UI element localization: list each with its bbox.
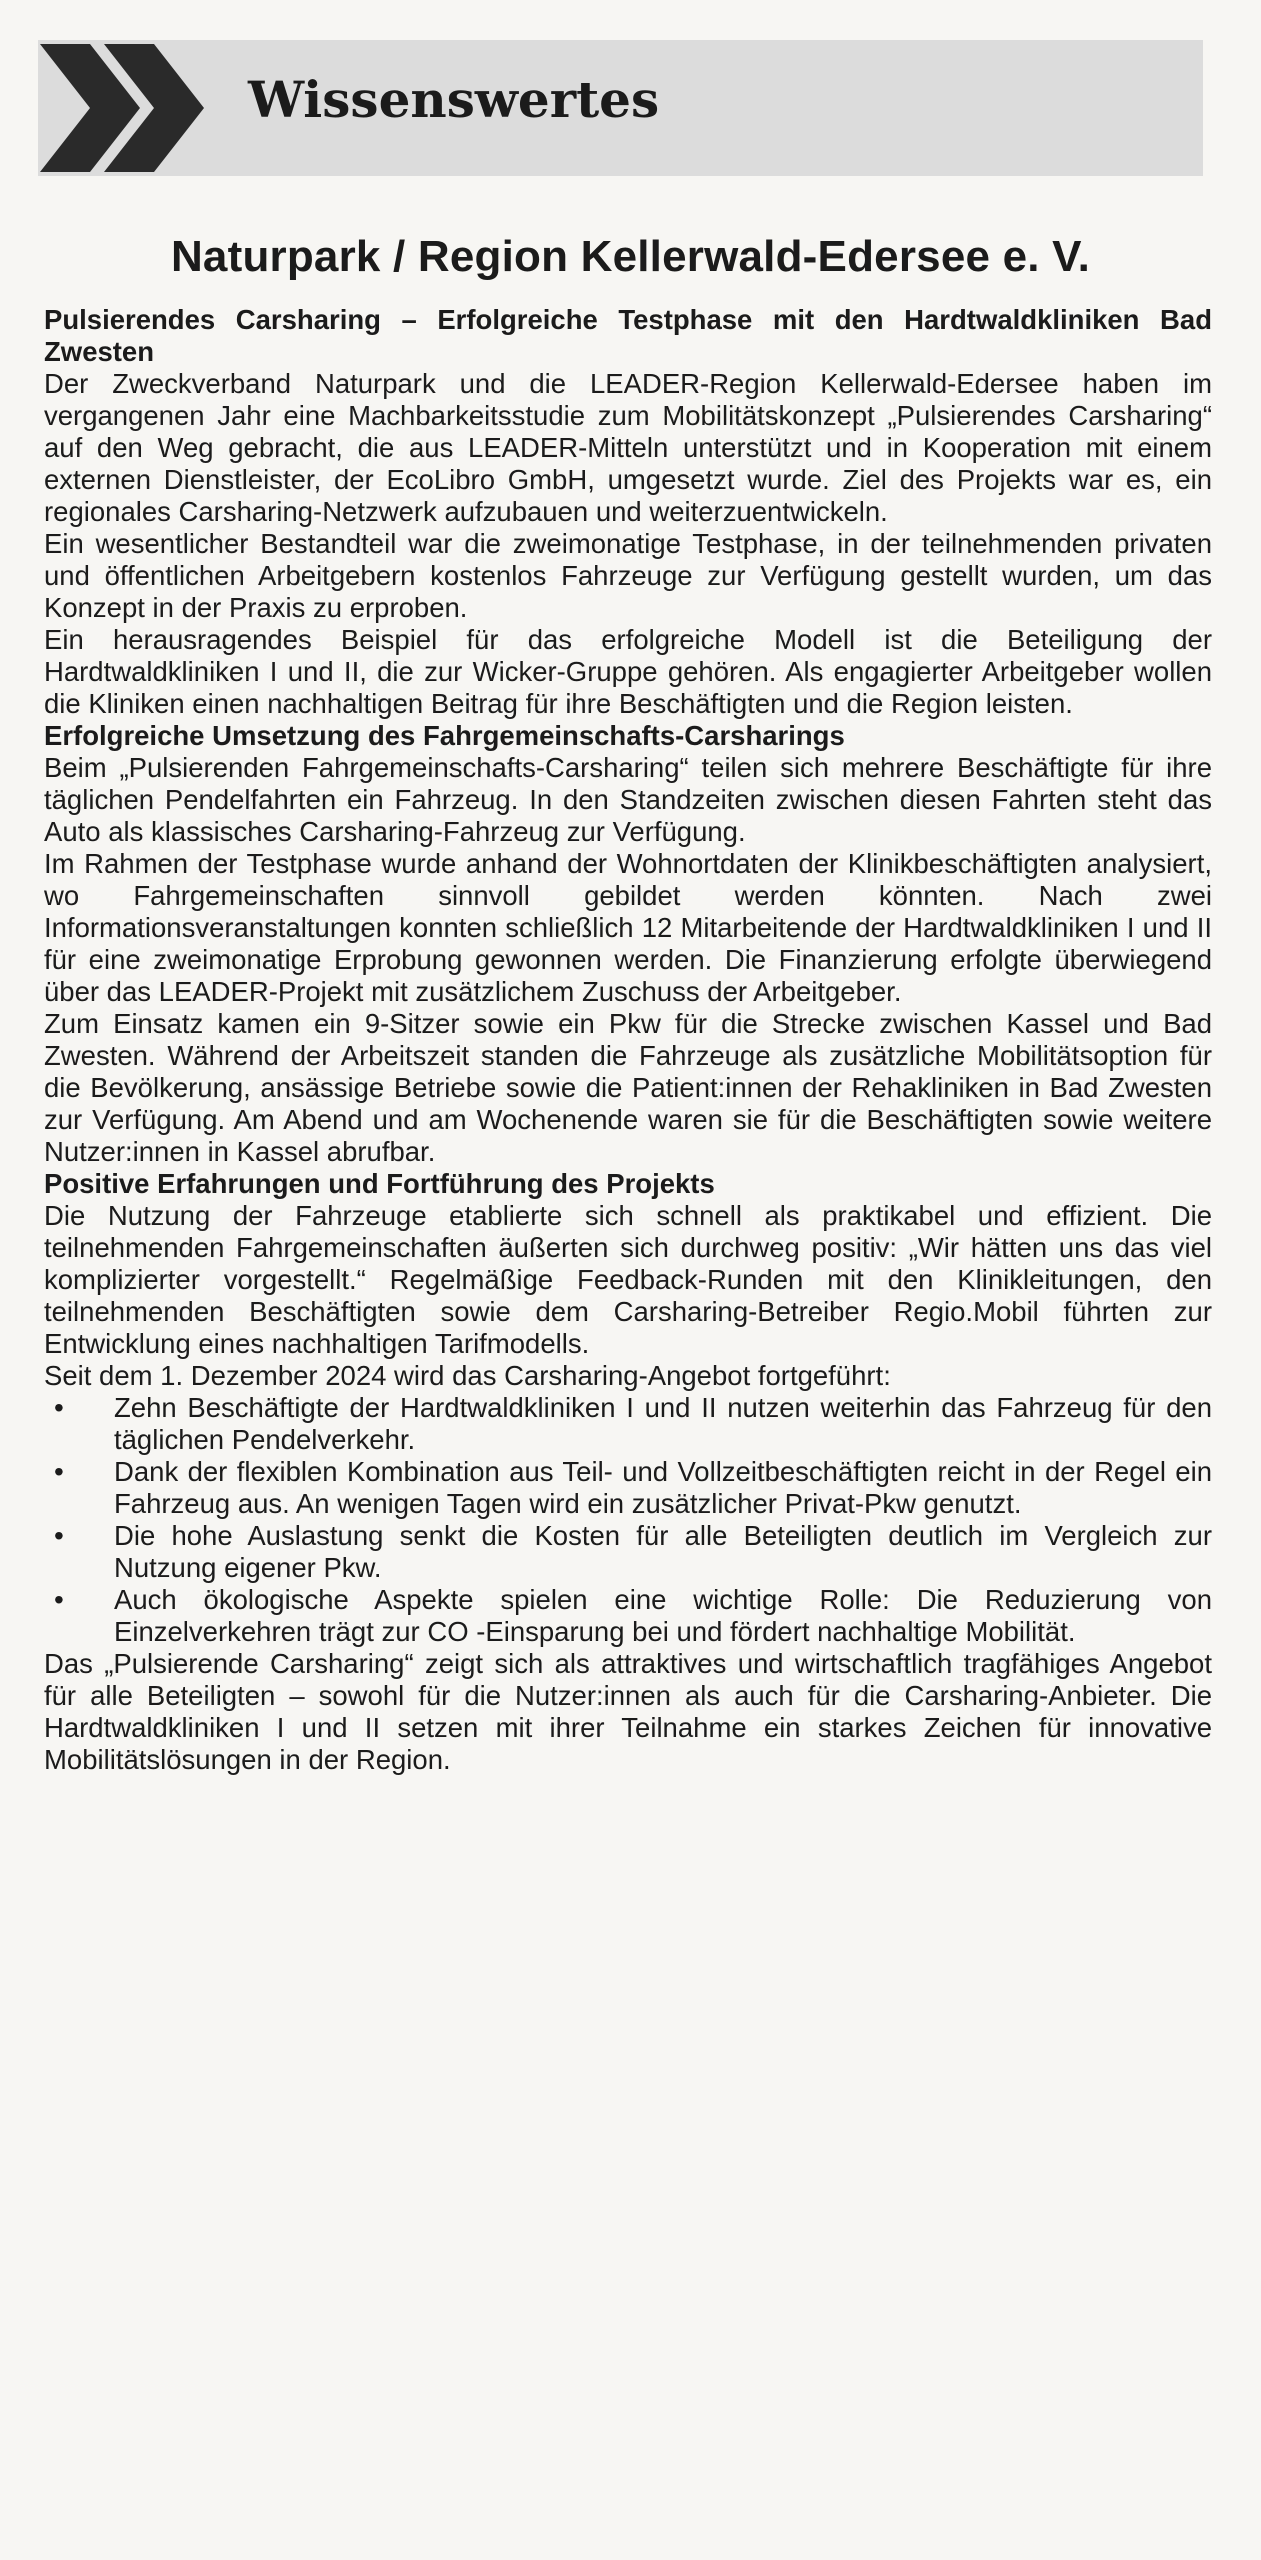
list-item bbox=[44, 1584, 1212, 1648]
paragraph: Das „Pulsierende Carsharing“ zeigt sich als attraktives und wirtschaftlich tragfähiges Angebot für alle Beteiligten – sowohl für die Nutzer:innen als auch für die Carsharing-Anbieter. Die Hardtwaldkliniken I und II setzen mit ihrer Teilnahme ein starkes Zeichen für innovative Mobilitätslösungen in der Region. bbox=[44, 1648, 1212, 1775]
list-item-text: Zehn Beschäftigte der Hardtwaldkliniken I und II nutzen weiterhin das Fahrzeug für den täglichen Pendelverkehr. bbox=[114, 1392, 1212, 1455]
paragraph: Beim „Pulsierenden Fahrgemeinschafts-Carsharing“ teilen sich mehrere Beschäftigte für ihre täglichen Pendelfahrten ein Fahrzeug. In den Standzeiten zwischen diesen Fahrten steht das Auto als klassisches Carsharing-Fahrzeug zur Verfügung. bbox=[44, 752, 1212, 847]
paragraph: Zum Einsatz kamen ein 9-Sitzer sowie ein Pkw für die Strecke zwischen Kassel und Bad Zwesten. Während der Arbeitszeit standen die Fahrzeuge als zusätzliche Mobilitätsoption für die Bevölkerung, ansässige Betriebe sowie die Patient:innen der Rehakliniken in Bad Zwesten zur Verfügung. Am Abend und am Wochenende waren sie für die Beschäftigten sowie weitere Nutzer:innen in Kassel abrufbar. bbox=[44, 1008, 1212, 1167]
list-item-text: Dank der flexiblen Kombination aus Teil- und Vollzeitbeschäftigten reicht in der Regel ein Fahrzeug aus. An wenigen Tagen wird ein zusätzlicher Privat-Pkw genutzt. bbox=[114, 1456, 1212, 1519]
paragraph: Ein wesentlicher Bestandteil war die zweimonatige Testphase, in der teilnehmenden privaten und öffentlichen Arbeitgebern kostenlos Fahrzeuge zur Verfügung gestellt wurden, um das Konzept in der Praxis zu erproben. bbox=[44, 528, 1212, 623]
subheading: Positive Erfahrungen und Fortführung des Projekts bbox=[44, 1168, 715, 1199]
bullet-icon: • bbox=[54, 1520, 64, 1551]
paragraph: Seit dem 1. Dezember 2024 wird das Carsharing-Angebot fortgeführt: bbox=[44, 1360, 891, 1391]
list-item-text: Die hohe Auslastung senkt die Kosten für alle Beteiligten deutlich im Vergleich zur Nutzung eigener Pkw. bbox=[114, 1520, 1212, 1583]
section-label: Wissenswertes bbox=[248, 70, 660, 129]
paragraph: Im Rahmen der Testphase wurde anhand der Wohnortdaten der Klinikbeschäftigten analysiert, wo Fahrgemeinschaften sinnvoll gebildet werden könnten. Nach zwei Informationsveranstaltungen konnten schließlich 12 Mitarbeitende der Hardtwaldkliniken I und II für eine zweimonatige Erprobung gewonnen werden. Die Finanzierung erfolgte überwiegend über das LEADER-Projekt mit zusätzlichem Zuschuss der Arbeitgeber. bbox=[44, 848, 1212, 1007]
list-item bbox=[44, 1520, 1212, 1584]
list-item bbox=[44, 1456, 1212, 1520]
article-body bbox=[44, 304, 1212, 1776]
paragraph: Der Zweckverband Naturpark und die LEADER-Region Kellerwald-Edersee haben im vergangenen Jahr eine Machbarkeitsstudie zum Mobilitätskonzept „Pulsierendes Carsharing“ auf den Weg gebracht, die aus LEADER-Mitteln unterstützt und in Kooperation mit einem externen Dienstleister, der EcoLibro GmbH, umgesetzt wurde. Ziel des Projekts war es, ein regionales Carsharing-Netzwerk aufzubauen und weiterzuentwickeln. bbox=[44, 368, 1212, 527]
article-heading: Pulsierendes Carsharing – Erfolgreiche Testphase mit den Hardtwaldkliniken Bad Zwesten bbox=[44, 304, 1212, 367]
paragraph: Die Nutzung der Fahrzeuge etablierte sich schnell als praktikabel und effizient. Die teilnehmenden Fahrgemeinschaften äußerten sich durchweg positiv: „Wir hätten uns das viel komplizierter vorgestellt.“ Regelmäßige Feedback-Runden mit den Klinikleitungen, den teilnehmenden Beschäftigten sowie dem Carsharing-Betreiber Regio.Mobil führten zur Entwicklung eines nachhaltigen Tarifmodells. bbox=[44, 1200, 1212, 1359]
bullet-icon: • bbox=[54, 1456, 64, 1487]
section-banner bbox=[38, 40, 1203, 176]
bullet-list bbox=[44, 1392, 1212, 1648]
list-item bbox=[44, 1392, 1212, 1456]
paragraph: Ein herausragendes Beispiel für das erfolgreiche Modell ist die Beteiligung der Hardtwaldkliniken I und II, die zur Wicker-Gruppe gehören. Als engagierter Arbeitgeber wollen die Kliniken einen nachhaltigen Beitrag für ihre Beschäftigten und die Region leisten. bbox=[44, 624, 1212, 719]
bullet-icon: • bbox=[54, 1584, 64, 1615]
list-item-text: Auch ökologische Aspekte spielen eine wichtige Rolle: Die Reduzierung von Einzelverkehren trägt zur CO -Einsparung bei und fördert nachhaltige Mobilität. bbox=[114, 1584, 1212, 1647]
bullet-icon: • bbox=[54, 1392, 64, 1423]
organization-title: Naturpark / Region Kellerwald-Edersee e. V. bbox=[170, 232, 1091, 281]
double-chevron-icon bbox=[38, 40, 208, 176]
subheading: Erfolgreiche Umsetzung des Fahrgemeinschafts-Carsharings bbox=[44, 720, 845, 751]
